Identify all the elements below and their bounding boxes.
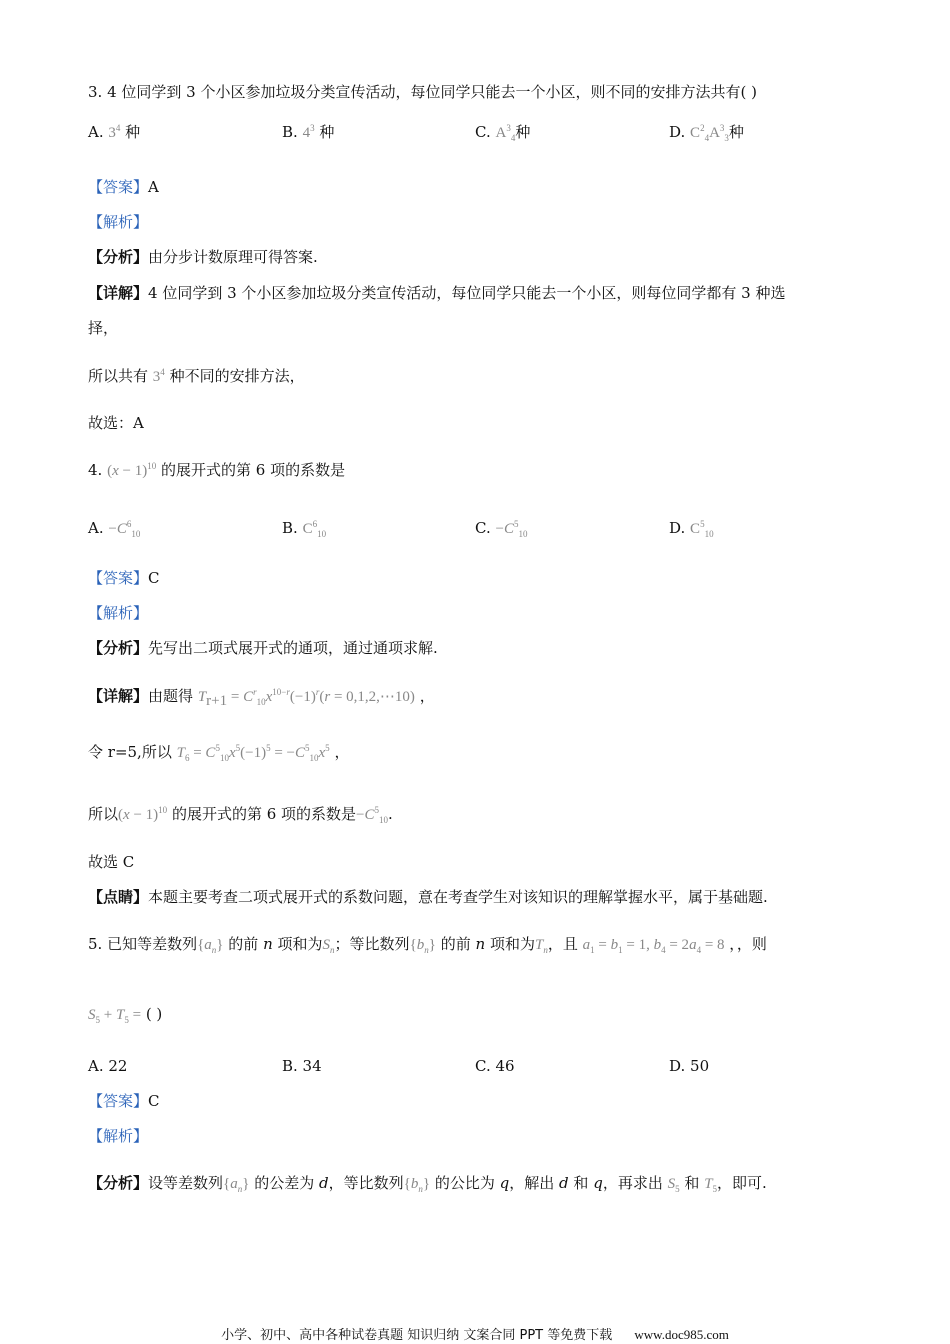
- q3-xiangjie-cont: 择，: [88, 319, 119, 337]
- q4-option-c: C. $-C^5_{10}$: [475, 519, 528, 539]
- q3-option-a: A. $3^4$ 种: [88, 123, 141, 141]
- q4-fenxi: 【分析】先写出二项式展开式的通项，通过通项求解.: [88, 639, 438, 657]
- page-footer: [0, 1324, 950, 1343]
- q5-stem: 5. 已知等差数列$\{a_n\}$ 的前 n 项和为$S_n$；等比数列$\{b_n\}$ 的前 n 项和为$T_n$，且 $a_1 = b_1 = 1$, $b_4 = 2a_4 = 8$ ，，则: [88, 935, 767, 955]
- q4-answer: 【答案】C: [88, 569, 160, 587]
- q3-xiangjie: 【详解】4 位同学到 3 个小区参加垃圾分类宣传活动，每位同学只能去一个小区，则每位同学都有 3 种选: [88, 284, 786, 302]
- q5-option-a: A. 22: [88, 1057, 128, 1075]
- q4-jiexi: 【解析】: [88, 604, 149, 622]
- q5-stem-cont: $S_5 + T_5$ = ( ): [88, 1005, 163, 1025]
- q3-stem: 3. 4 位同学到 3 个小区参加垃圾分类宣传活动，每位同学只能去一个小区，则不同的安排方法共有( ): [88, 83, 757, 101]
- q4-option-a: A. $-C^6_{10}$: [88, 519, 141, 539]
- q5-option-c: C. 46: [475, 1057, 515, 1075]
- footer-text: 小学、初中、高中各种试卷真题 知识归纳 文案合同 PPT 等免费下载: [221, 1328, 613, 1343]
- q5-jiexi: 【解析】: [88, 1127, 149, 1145]
- q3-option-c: C. $A^3_4$种: [475, 123, 531, 143]
- q5-option-b: B. 34: [282, 1057, 322, 1075]
- q3-jiexi: 【解析】: [88, 213, 149, 231]
- q5-answer: 【答案】C: [88, 1092, 160, 1110]
- q5-fenxi: 【分析】设等差数列$\{a_n\}$ 的公差为 d，等比数列$\{b_n\}$ 的公比为 q，解出 d 和 q，再求出 $S_5$ 和 $T_5$，即可.: [88, 1174, 767, 1194]
- q4-dianjing: 【点睛】本题主要考查二项式展开式的系数问题，意在考查学生对该知识的理解掌握水平，属于基础题.: [88, 888, 768, 906]
- q4-xiangjie: 【详解】由题得 $T_{r+1} = C^r_{10}x^{10-r}(-1)^r(r$ = 0,1,2,⋯10) ，: [88, 687, 435, 709]
- footer-url[interactable]: www.doc985.com: [634, 1327, 729, 1342]
- q3-option-b: B. $4^3$ 种: [282, 123, 335, 141]
- q4-suoyi: 所以$(x - 1)^{10}$ 的展开式的第 6 项的系数是$-C^5_{10}$.: [88, 805, 393, 825]
- q4-option-d: D. $C^5_{10}$: [669, 519, 714, 539]
- q4-option-b: B. $C^6_{10}$: [282, 519, 327, 539]
- q3-guxuan: 故选：A: [88, 414, 144, 432]
- q4-guxuan: 故选 C: [88, 853, 135, 871]
- q3-fenxi: 【分析】由分步计数原理可得答案.: [88, 248, 318, 266]
- q3-option-d: D. $C^2_4A^3_3$种: [669, 123, 744, 143]
- q3-suoyi: 所以共有 $3^4$ 种不同的安排方法，: [88, 367, 305, 385]
- q3-answer: 【答案】A: [88, 178, 159, 196]
- q5-option-d: D. 50: [669, 1057, 710, 1075]
- q4-ling: 令 r=5,所以 $T_6 = C^5_{10}x^5(-1)^5 = -C^5_{10}x^5$ ，: [88, 743, 350, 763]
- q4-stem: 4. $(x - 1)^{10}$ 的展开式的第 6 项的系数是: [88, 461, 346, 479]
